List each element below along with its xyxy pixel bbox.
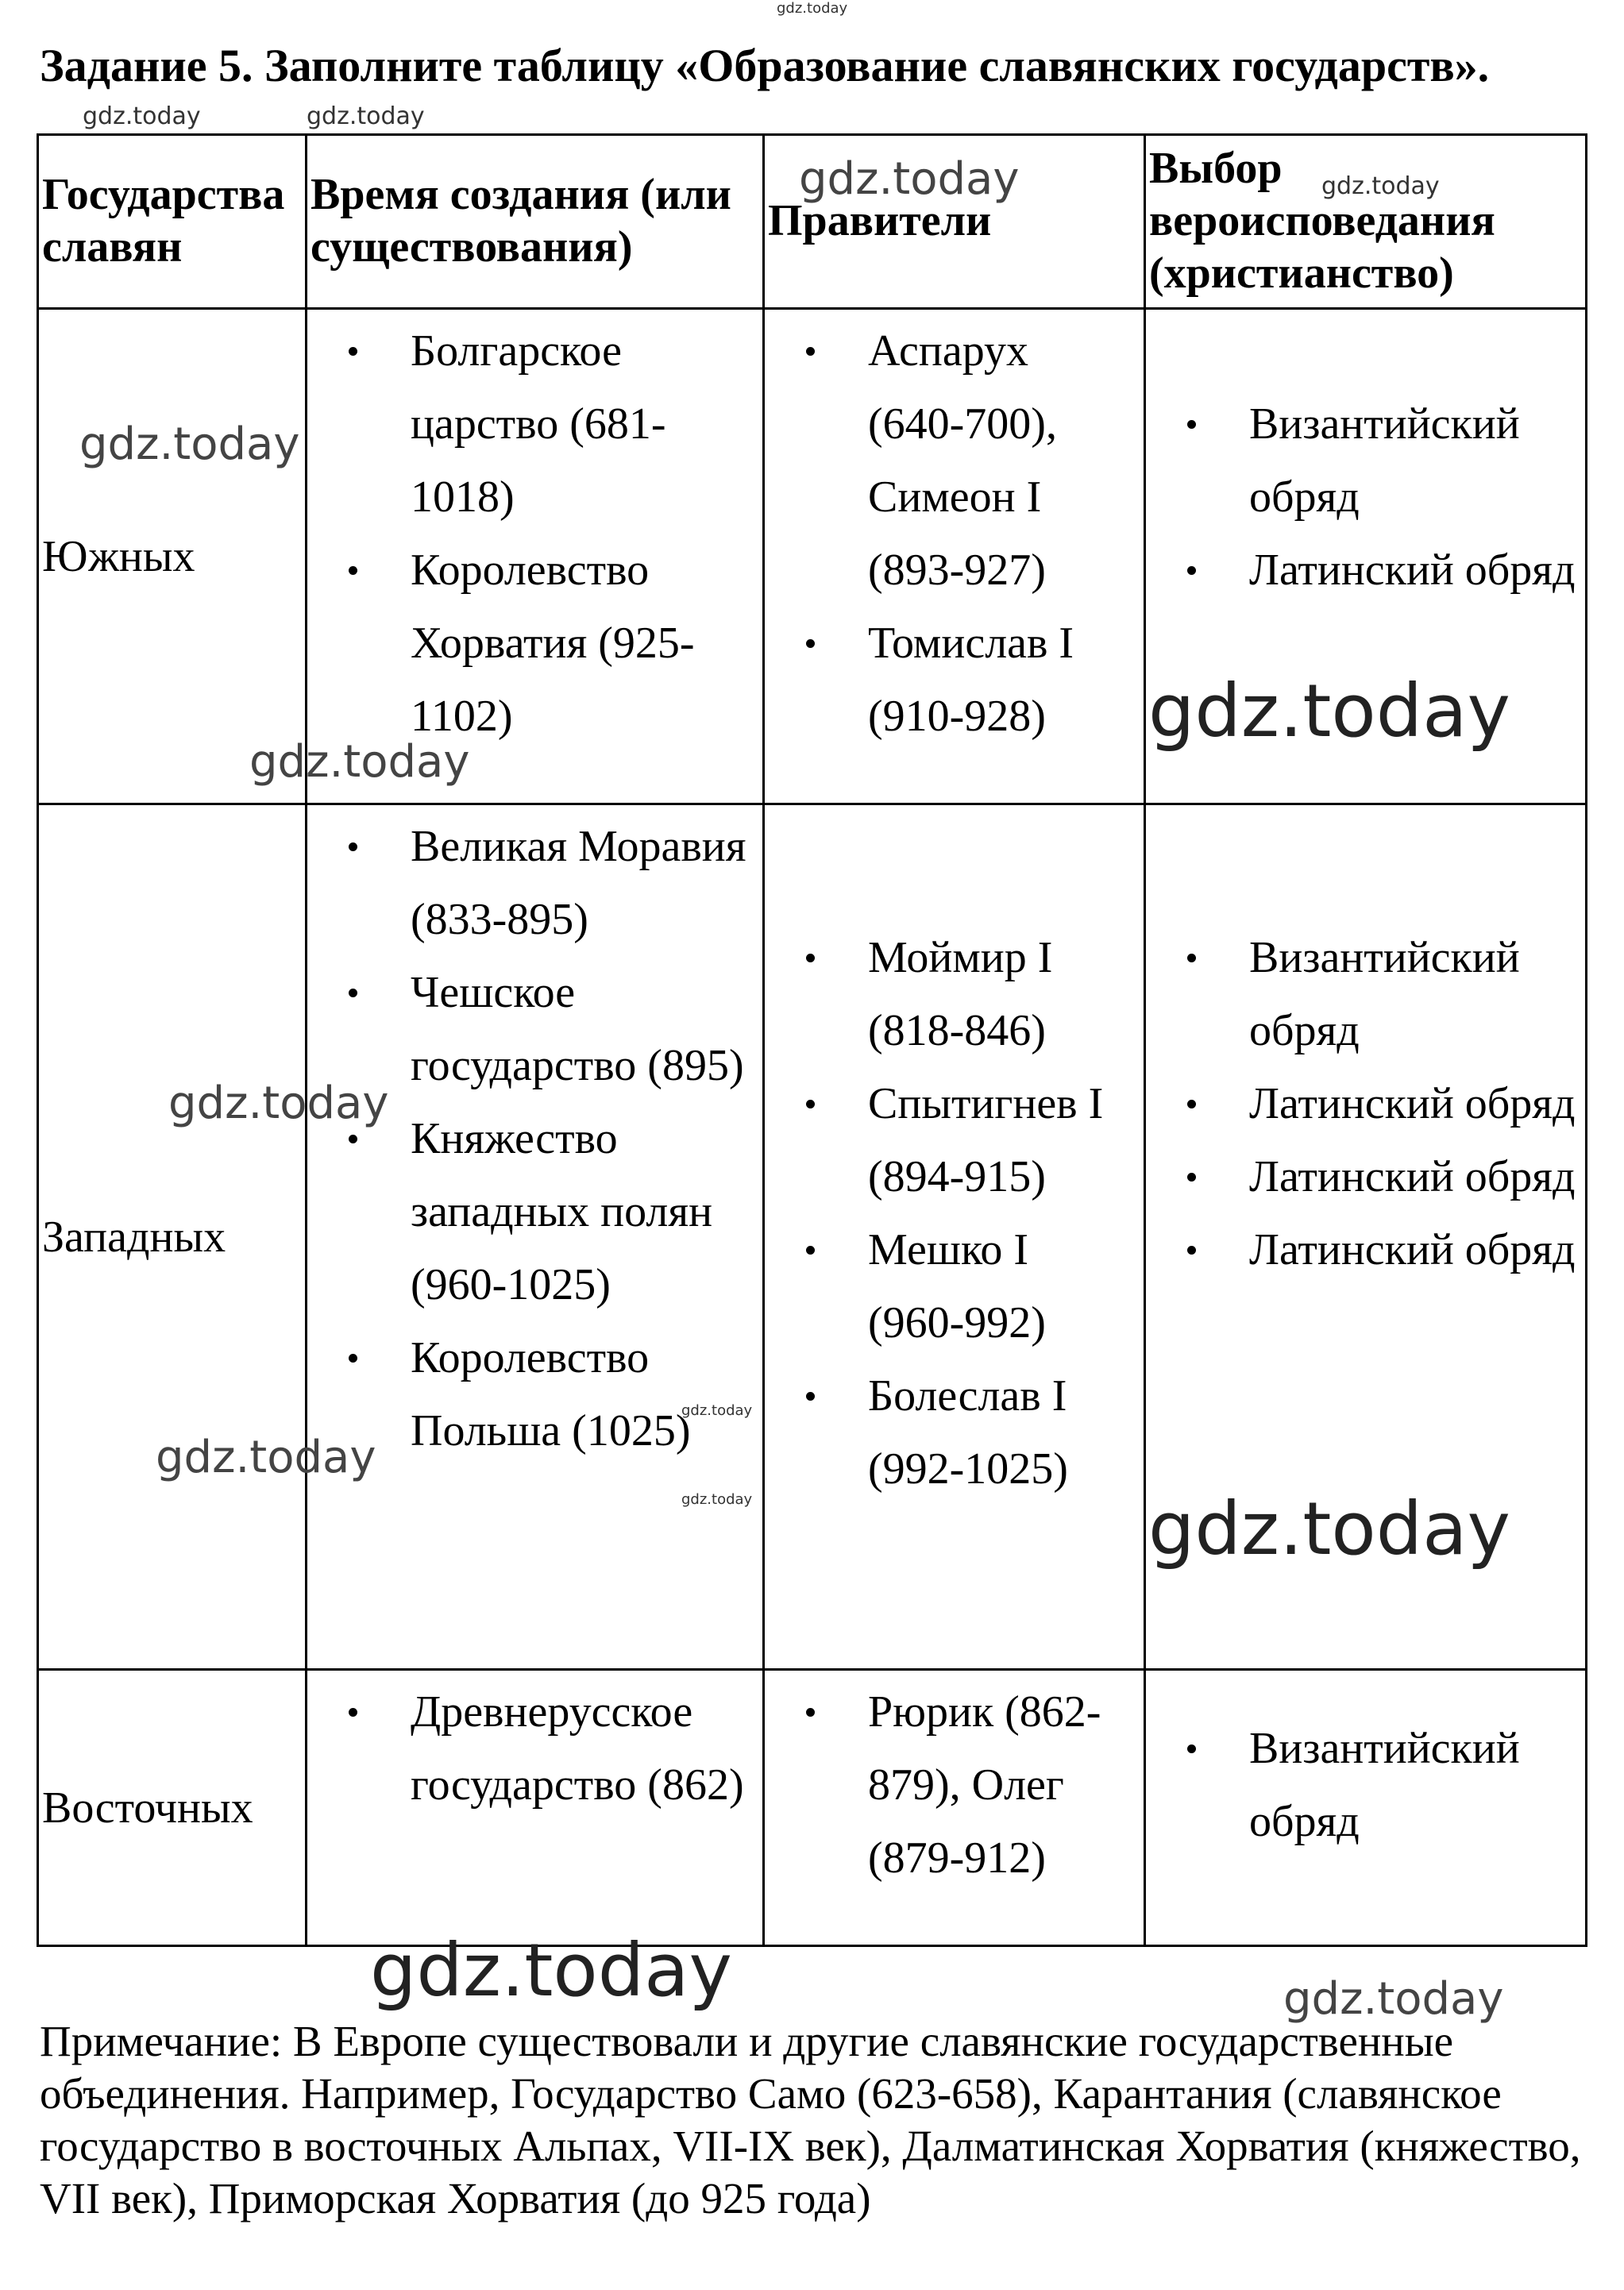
list-item: Византийский обряд: [1146, 1712, 1577, 1858]
list-item: Чешское государство (895): [307, 956, 754, 1102]
watermark-text: gdz.today: [1283, 1973, 1504, 2025]
list-item: Аспарух (640-700), Симеон I (893-927): [765, 314, 1136, 607]
region-cell: Западных: [38, 804, 307, 1670]
watermark-text: gdz.today: [777, 0, 848, 17]
rulers-cell: [764, 309, 1145, 804]
region-cell: Южных: [38, 309, 307, 804]
list-item: Латинский обряд: [1146, 1067, 1577, 1140]
watermark-text: gdz.today: [79, 418, 300, 470]
list-item: Древнерусское государство (862): [307, 1675, 754, 1822]
watermark-text: gdz.today: [1148, 1486, 1510, 1571]
header-cell: Время создания (или существования): [307, 135, 764, 309]
watermark-text: gdz.today: [1148, 669, 1510, 754]
list-item: Латинский обряд: [1146, 1140, 1577, 1213]
list-item: Королевство Польша (1025): [307, 1321, 754, 1467]
watermark-text: gdz.today: [249, 736, 470, 788]
task-title: Задание 5. Заполните таблицу «Образование славянских государств».: [40, 40, 1490, 91]
list-item: Мешко I (960-992): [765, 1213, 1136, 1359]
header-cell: Правители: [764, 135, 1145, 309]
watermark-text: gdz.today: [1321, 172, 1440, 200]
watermark-text: gdz.today: [370, 1928, 732, 2013]
list-item: Моймир I (818-846): [765, 921, 1136, 1067]
list-item: Латинский обряд: [1146, 534, 1577, 607]
list-item: Латинский обряд: [1146, 1213, 1577, 1286]
watermark-text: gdz.today: [156, 1432, 376, 1483]
header-cell: Государства славян: [38, 135, 307, 309]
watermark-text: gdz.today: [168, 1078, 389, 1129]
slavic-states-table: [37, 133, 1587, 1947]
list-item: Великая Моравия (833-895): [307, 810, 754, 956]
watermark-text: gdz.today: [681, 1402, 753, 1419]
states-cell: [307, 1670, 764, 1946]
header-cell: Выбор вероисповедания (христианство): [1145, 135, 1587, 309]
list-item: Спытигнев I (894-915): [765, 1067, 1136, 1213]
list-item: Византийский обряд: [1146, 387, 1577, 534]
watermark-text: gdz.today: [83, 102, 201, 130]
list-item: Византийский обряд: [1146, 921, 1577, 1067]
states-cell: [307, 309, 764, 804]
watermark-text: gdz.today: [799, 153, 1020, 205]
list-item: Болгарское царство (681-1018): [307, 314, 754, 534]
states-cell: [307, 804, 764, 1670]
list-item: Болеслав I (992-1025): [765, 1359, 1136, 1505]
list-item: Королевство Хорватия (925-1102): [307, 534, 754, 753]
note-paragraph: Примечание: В Европе существовали и другие славянские государственные объединения. Например, Государство Само (623-658), Карантания (славянское государство в восточных Альпах, VII-IX век), Далматинская Хорватия (княжество, VII век), Приморская Хорватия (до 925 года): [40, 2017, 1581, 2223]
watermark-text: gdz.today: [307, 102, 425, 130]
list-item: Томислав I (910-928): [765, 607, 1136, 753]
rulers-cell: [764, 1670, 1145, 1946]
faith-cell: [1145, 1670, 1587, 1946]
table-row: [38, 1670, 1587, 1946]
list-item: Княжество западных полян (960-1025): [307, 1102, 754, 1321]
region-cell: Восточных: [38, 1670, 307, 1946]
watermark-text: gdz.today: [681, 1491, 753, 1508]
rulers-cell: [764, 804, 1145, 1670]
list-item: Рюрик (862-879), Олег (879-912): [765, 1675, 1136, 1895]
